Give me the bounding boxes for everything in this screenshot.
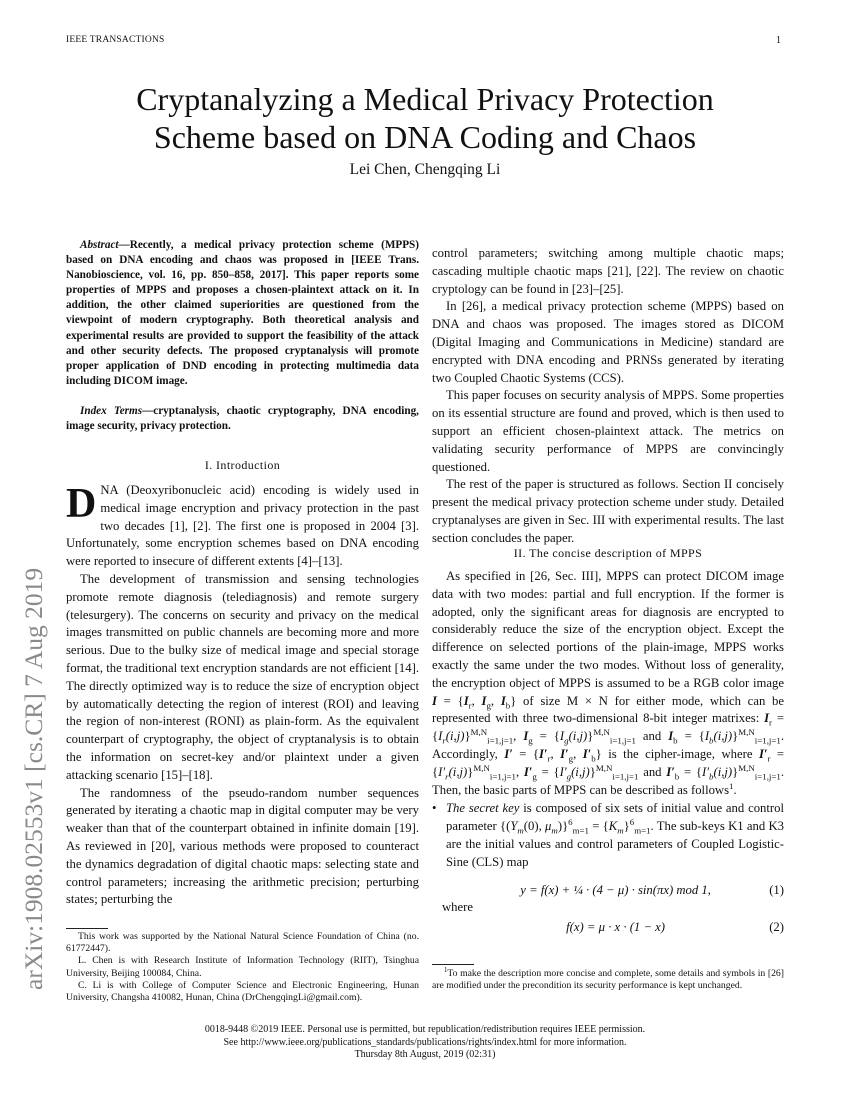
footnote-mark[interactable]: 1	[729, 780, 734, 791]
drop-cap: D	[66, 481, 97, 527]
page-number: 1	[776, 35, 781, 46]
footnote-li: C. Li is with College of Computer Science and Electronic Engineering, Hunan University, Changsha 410082, Hunan, China (DrChengqingLi@gmail.com).	[66, 979, 419, 1004]
title-line-2: Scheme based on DNA Coding and Chaos	[153, 119, 697, 155]
mpps-text-d: is the cipher-image, where	[608, 746, 753, 761]
equation-1-label: (1)	[769, 882, 784, 897]
title-line-1: Cryptanalyzing a Medical Privacy Protection	[136, 81, 714, 117]
copyright-line-2[interactable]: See http://www.ieee.org/publications_standards/publications/rights/index.html for more information.	[223, 1036, 627, 1048]
mpps-text-a: As specified in [26, Sec. III], MPPS can protect DICOM image data with two modes: partial and full encryption. If the former is adopted, only the significant areas for diagnosis are encrypted to considerably reduce the size of the encryption object. Except the difference on selected portions of the plain-image, MPPS works exactly the same under the two modes. Without loss of generality, the encryption object of MPPS is assumed to be a RGB color image	[432, 569, 784, 690]
footnote-1	[432, 968, 784, 992]
mpps-text-b: of size M × N for either mode, which can be represented with three two-dimensional 8-bit integer matrixes:	[432, 693, 785, 726]
intro-paragraph-2: The development of transmission and sensing technologies promote remote diagnosis (telediagnosis) and remote surgery (telesurgery). The concerns on security and privacy on the medical images transmitted on public channels are becoming more and more serious. Due to the bulky size of medical image and special storage format, the traditional text encryption standards are not efficient [14]. The directly optimized way is to reduce the size of encryption object by automatically detecting the region of interest (ROI) and leaving the region of non-interest (RONI) as plain-form. As the equivalent counterpart of cryptography, the object of cryptanalysis is to obtain the information on secret-key and/or plaintext under a given attacking scenario [15]–[18].	[66, 571, 419, 782]
running-head: IEEE TRANSACTIONS	[66, 35, 165, 45]
index-terms-lead: Index Terms	[80, 405, 143, 417]
right-column-intro	[432, 245, 784, 548]
abstract-lead: Abstract	[80, 239, 119, 251]
bullet-text-2: The sub-keys K1 and K3 are the initial values and control parameters of Coupled Logistic-Sine (CLS) map	[446, 819, 785, 869]
arxiv-identifier[interactable]: arXiv:1908.02553v1 [cs.CR] 7 Aug 2019	[19, 567, 48, 990]
index-terms	[66, 404, 419, 434]
copyright-line-1: 0018-9448 ©2019 IEEE. Personal use is permitted, but republication/redistribution requires IEEE permission.	[204, 1024, 646, 1035]
equation-2	[432, 919, 784, 937]
bullet-lead: The secret key	[446, 801, 520, 816]
section-heading-introduction: I. Introduction	[204, 458, 281, 472]
intro-paragraph-5: This paper focuses on security analysis of MPPS. Some properties on its essential structure are found and proved, which is then used to support an efficient chosen-plaintext attack. The metrics on validating security performance of MPPS are convincingly questioned.	[432, 388, 784, 474]
section-heading-mpps: II. The concise description of MPPS	[513, 546, 703, 560]
introduction-body	[66, 482, 419, 909]
footnote-1-mark: 1	[444, 966, 448, 974]
bullet-text: is composed of six sets of initial value and control parameter	[446, 801, 785, 834]
copyright-notice	[0, 1024, 850, 1062]
mpps-description: As specified in [26, Sec. III], MPPS can protect DICOM image data with two modes: partial and full encryption. If the former is adopted, only the significant areas for diagnosis are encrypted to considerably reduce the size of the encryption object. Except the difference on selected portions of the plain-image, MPPS works exactly the same under the two modes. Without loss of generality, the encryption object of MPPS is assumed to be a RGB color image $I = \{I_r$, $I_g$, $I_b$} of size M × N for either mode, which can be represented with three two-dimensional 8-bit integer matrixes: $I_r = \{I_r(i,j)\}^{M,N}_{i=1,j=1}$, $I_g = \{I_g(i,j)\}^{M,N}_{i=1,j=1}$ and $I_b = \{I_b(i,j)\}^{M,N}_{i=1,j=1}$. Accordingly, $I' = \{I'_r$, $I'_g$, $I'_b$} is the cipher-image, where $I'_r = \{I'_r(i,j)\}^{M,N}_{i=1,j=1}$, $I'_g = \{I'_g(i,j)\}^{M,N}_{i=1,j=1}$ and $I'_b = \{I'_b(i,j)\}^{M,N}_{i=1,j=1}$. Then, the basic parts of MPPS can be described as follows$^1$. • The secret key is composed of six sets of initial value and control parameter {($Y_m(0)$, $\mu_m)\}^6_{m=1} = \{K_m\}^6_{m=1}$. The sub-keys K1 and K3 are the initial values and control parameters of Coupled Logistic-Sine (CLS) map y = f(x) + ¼ · (4 − μ) · sin(πx) mod 1, (1) where f(x) = μ · x · (1 − x) (2)	[432, 568, 784, 937]
footnote-1-text: To make the description more concise and complete, some details and symbols in [26] are modified under the precondition its security performance is kept unchanged.	[432, 968, 784, 992]
equation-2-expression: f(x) = μ · x · (1 − x)	[566, 920, 666, 935]
intro-paragraph-4: In [26], a medical privacy protection scheme (MPPS) based on DNA and chaos was proposed. The images stored as DICOM (Digital Imaging and Communications in Medicine) standard are encrypted with DNA encoding and PRNSs generated by iterating two Coupled Chaotic Systems (CCS).	[432, 299, 784, 385]
footnote-chen: L. Chen is with Research Institute of Information Technology (RIIT), Tsinghua University, Beijing 100084, China.	[66, 955, 419, 979]
intro-paragraph-1: NA (Deoxyribonucleic acid) encoding is widely used in medical image encryption and privacy protection in the past two decades [1], [2]. The first one is proposed in 2004 [3]. Unfortunately, some encryption schemes based on DNA encoding were reported to insecure of different extents [4]–[13].	[66, 483, 419, 569]
intro-paragraph-3: The randomness of the pseudo-random number sequences generated by iterating a chaotic map in digital computer may be very weaker than that of the counterpart obtained in infinite domain [19]. As reviewed in [20], various methods were proposed to counteract the dynamics degradation of digital chaotic maps: selecting state and control parameters; increasing the arithmetic precision; perturbing states; perturbing the	[66, 785, 419, 907]
bullet-icon: •	[432, 801, 437, 816]
equation-1	[432, 882, 784, 900]
authors: Lei Chen, Chengqing Li	[349, 161, 501, 178]
index-terms-text: —cryptanalysis, chaotic cryptography, DNA encoding, image security, privacy protection.	[66, 405, 419, 433]
affiliation-footnotes	[66, 931, 419, 1004]
footnote-rule-left	[66, 928, 108, 929]
paper-title	[60, 80, 790, 156]
date-line: Thursday 8th August, 2019 (02:31)	[354, 1049, 496, 1060]
equation-2-label: (2)	[769, 920, 784, 935]
intro-paragraph-3-continued: control parameters; switching among multiple chaotic maps; cascading multiple chaotic maps [21], [22]. The review on chaotic cryptology can be found in [23]–[25].	[432, 246, 784, 296]
list-item-secret-key: • The secret key is composed of six sets of initial value and control parameter {($Y_m(0)$, $\mu_m)\}^6_{m=1} = \{K_m\}^6_{m=1}$. The sub-keys K1 and K3 are the initial values and control parameters of Coupled Logistic-Sine (CLS) map	[432, 800, 784, 871]
footnote-support: This work was supported by the National Natural Science Foundation of China (no. 61772447).	[66, 931, 419, 955]
abstract-text: —Recently, a medical privacy protection scheme (MPPS) based on DNA encoding and chaos was proposed in [IEEE Trans. Nanobioscience, vol. 16, pp. 850–858, 2017]. This paper reports some properties of MPPS and proposes a chosen-plaintext attack on it. In addition, the other claimed superiorities are questioned from the viewpoint of modern cryptography. Both theoretical analysis and experimental results are provided to support the feasibility of the attack and other security defects. The proposed cryptanalysis will promote proper application of DND encoding in protecting multimedia data including DICOM image.	[66, 239, 419, 387]
mpps-text-e: Then, the basic parts of MPPS can be described as follows	[432, 782, 730, 797]
intro-paragraph-6: The rest of the paper is structured as follows. Section II concisely present the medical privacy protection scheme under study. Detailed cryptanalyses are given in Sec. III with experimental results. The last section concludes the paper.	[432, 477, 784, 545]
equation-1-expression: y = f(x) + ¼ · (4 − μ) · sin(πx) mod 1,	[520, 882, 711, 897]
where-label: where	[442, 900, 473, 915]
mpps-text-c: Accordingly,	[432, 746, 498, 761]
footnote-rule-right	[432, 964, 474, 965]
abstract	[66, 238, 419, 389]
